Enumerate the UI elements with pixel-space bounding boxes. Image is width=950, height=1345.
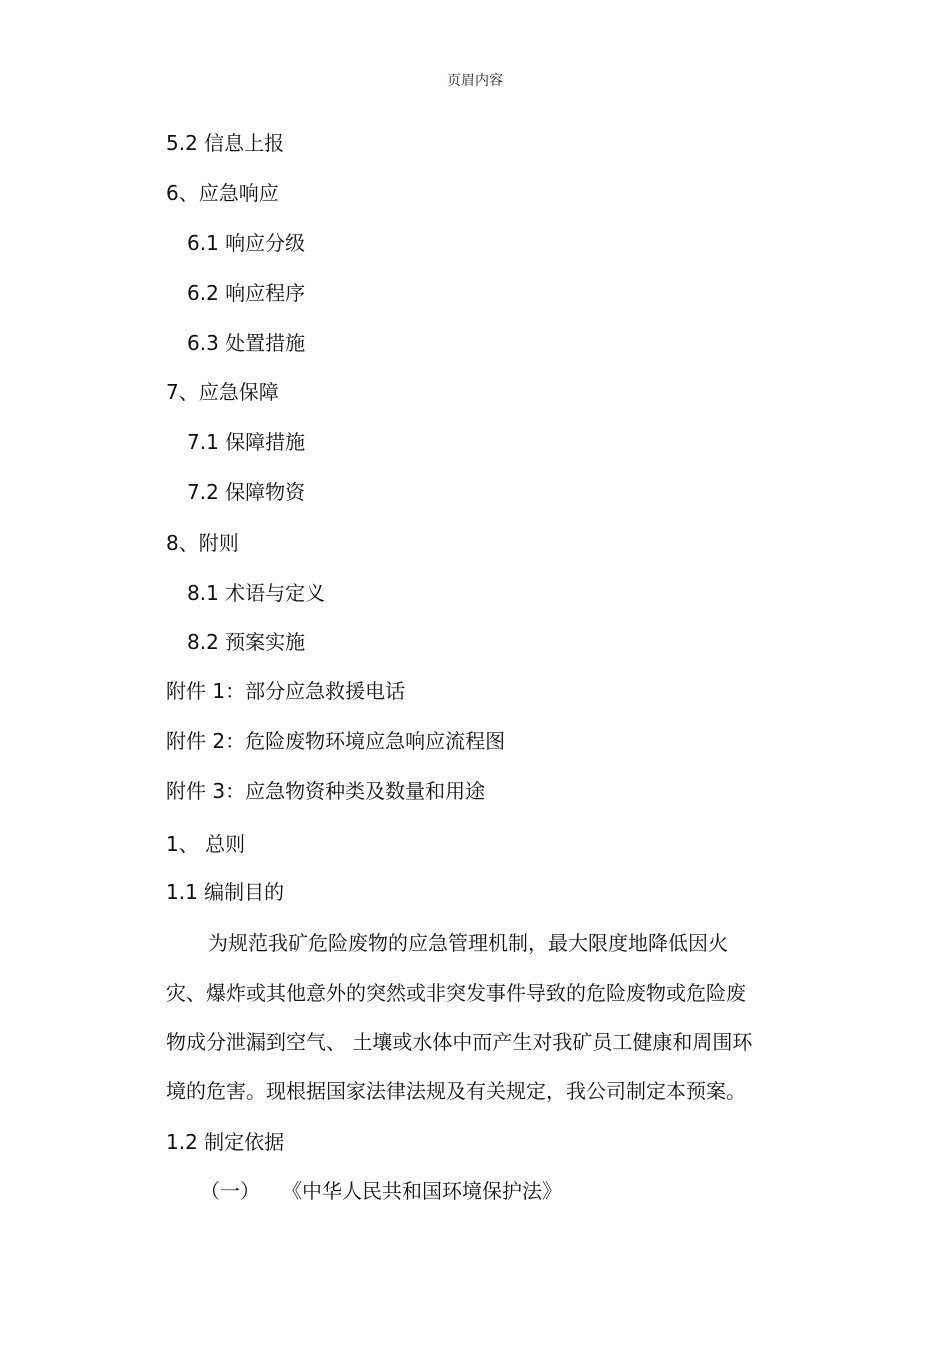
toc-item-6-2: 6.2 响应程序 (187, 281, 306, 305)
toc-item-7-2: 7.2 保障物资 (187, 480, 306, 504)
toc-item-8-2: 8.2 预案实施 (187, 630, 306, 654)
paragraph-line: 境的危害。现根据国家法律法规及有关规定，我公司制定本预案。 (166, 1079, 746, 1103)
toc-item-8-1: 8.1 术语与定义 (187, 581, 326, 605)
toc-appendix-3: 附件 3：应急物资种类及数量和用途 (166, 779, 486, 803)
toc-item-5-2: 5.2 信息上报 (166, 131, 285, 155)
toc-item-8: 8、附则 (166, 531, 239, 555)
page-header: 页眉内容 (447, 73, 503, 89)
toc-item-6-1: 6.1 响应分级 (187, 231, 306, 255)
toc-appendix-1: 附件 1：部分应急救援电话 (166, 679, 406, 703)
toc-appendix-2: 附件 2：危险废物环境应急响应流程图 (166, 729, 506, 753)
section-heading-1-2: 1.2 制定依据 (166, 1130, 285, 1154)
basis-list-item (200, 1178, 562, 1204)
section-heading-1-1: 1.1 编制目的 (166, 880, 285, 904)
basis-item-text: 《中华人民共和国环境保护法》 (282, 1179, 562, 1203)
toc-item-7: 7、应急保障 (166, 380, 279, 404)
paragraph-line: 为规范我矿危险废物的应急管理机制，最大限度地降低因火 (208, 931, 728, 955)
toc-item-7-1: 7.1 保障措施 (187, 430, 306, 454)
paragraph-line: 灾、爆炸或其他意外的突然或非突发事件导致的危险废物或危险废 (166, 981, 746, 1005)
basis-item-number: （一） (200, 1179, 260, 1203)
paragraph-line: 物成分泄漏到空气、 土壤或水体中而产生对我矿员工健康和周围环 (166, 1030, 753, 1054)
toc-item-6-3: 6.3 处置措施 (187, 331, 306, 355)
section-heading-1: 1、 总则 (166, 832, 246, 856)
toc-item-6: 6、应急响应 (166, 181, 279, 205)
